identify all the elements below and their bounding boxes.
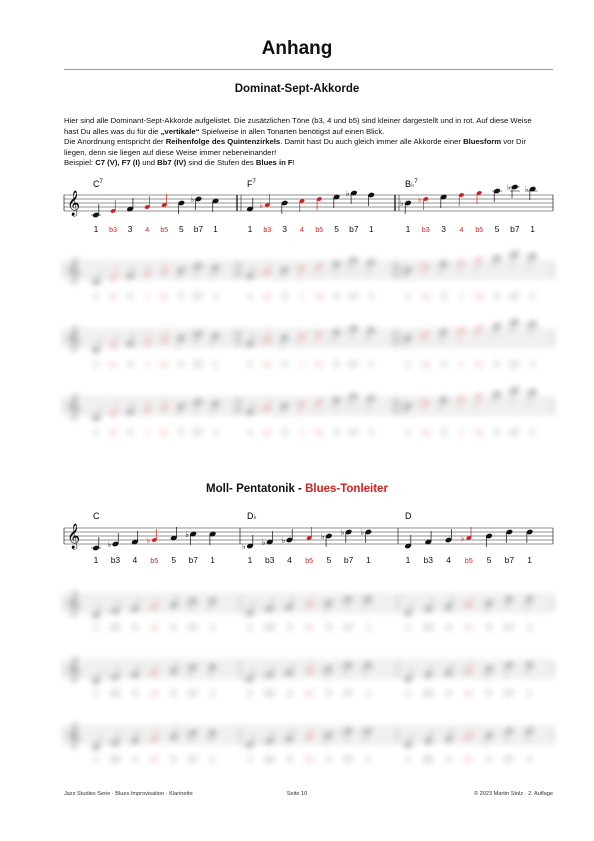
degree-label: b3: [110, 622, 121, 632]
accidental: ♭: [340, 595, 345, 604]
degree-label: 4: [459, 294, 464, 301]
scale-row: [64, 511, 553, 565]
degree-label: 5: [334, 359, 339, 369]
degree-label: 3: [282, 291, 288, 301]
accidental: ♭: [190, 330, 195, 339]
degree-label: 1: [247, 224, 253, 234]
degree-label: 4: [299, 362, 304, 369]
intro-run: Bluesform: [463, 137, 502, 147]
degree-label: b7: [349, 291, 359, 301]
accidental: ♭: [259, 268, 264, 277]
degree-label: b7: [510, 224, 520, 234]
degree-label: b3: [423, 555, 434, 565]
degree-label: b3: [421, 294, 430, 301]
degree-label: 1: [247, 427, 253, 437]
intro-run: Beispiel:: [64, 158, 96, 168]
accidental: ♭: [345, 256, 350, 265]
degree-label: b3: [421, 362, 430, 369]
treble-clef-icon: 𝄞: [67, 723, 81, 748]
degree-label: 1: [527, 754, 533, 764]
accidental: ♭: [360, 595, 365, 604]
degree-label: 4: [446, 622, 451, 632]
degree-label: 1: [530, 224, 536, 234]
degree-label: 5: [326, 555, 332, 565]
degree-label: 4: [145, 227, 150, 234]
degree-label: 1: [247, 688, 253, 698]
degree-label: 1: [405, 224, 411, 234]
treble-clef-icon: 𝄞: [67, 591, 81, 616]
degree-label: 5: [486, 622, 492, 632]
accidental: ♭: [242, 542, 246, 551]
degree-label: b5: [150, 757, 159, 764]
degree-label: b7: [349, 224, 359, 234]
accidental: ♭: [281, 735, 286, 744]
degree-label: 4: [446, 555, 451, 565]
treble-clef-icon: 𝄞: [67, 191, 81, 216]
accidental: ♭: [400, 334, 404, 343]
degree-label: b3: [264, 688, 275, 698]
accidental: ♭: [417, 398, 422, 407]
degree-label: b5: [475, 227, 484, 234]
intro-run: und: [140, 158, 158, 168]
accidental: ♭: [524, 320, 529, 329]
degree-label: b7: [193, 224, 204, 234]
degree-label: 1: [527, 688, 533, 698]
accidental: ♭: [345, 324, 350, 333]
accidental: ♭: [400, 266, 404, 275]
degree-label: 5: [171, 622, 177, 632]
degree-label: b7: [510, 291, 520, 301]
section-heading-red: Blues-Tonleiter: [305, 483, 388, 495]
treble-clef-icon: 𝄞: [67, 258, 81, 283]
accidental: ♭: [506, 183, 511, 192]
degree-label: b5: [464, 757, 473, 764]
accidental: ♭: [524, 185, 529, 194]
degree-label: 5: [326, 622, 332, 632]
chord-row-blurred: [64, 386, 553, 437]
accidental: ♭: [261, 605, 266, 614]
degree-label: 3: [441, 224, 446, 234]
degree-label: 1: [210, 754, 216, 764]
accidental: ♭: [345, 392, 350, 401]
degree-label: 1: [210, 622, 216, 632]
degree-label: b3: [423, 622, 434, 632]
accidental: ♭: [320, 599, 325, 608]
accidental: ♭: [146, 669, 151, 678]
degree-label: 1: [93, 427, 99, 437]
degree-label: 1: [365, 622, 371, 632]
accidental: ♭: [460, 667, 465, 676]
accidental: ♭: [417, 195, 422, 204]
degree-label: 1: [368, 224, 374, 234]
accidental: ♭: [417, 330, 422, 339]
degree-label: 4: [132, 754, 138, 764]
degree-label: b5: [315, 362, 324, 369]
degree-label: 1: [93, 359, 99, 369]
degree-label: 4: [459, 227, 464, 234]
degree-label: 4: [287, 622, 292, 632]
degree-label: 5: [334, 291, 339, 301]
degree-label: 5: [334, 427, 339, 437]
accidental: ♭: [185, 729, 190, 738]
degree-label: 1: [93, 688, 99, 698]
degree-label: 1: [530, 427, 536, 437]
accidental: ♭: [261, 671, 266, 680]
degree-label: b5: [464, 558, 473, 565]
degree-label: 1: [405, 688, 411, 698]
degree-label: b3: [423, 754, 434, 764]
degree-label: b3: [110, 555, 121, 565]
degree-label: b3: [264, 754, 275, 764]
degree-label: 1: [405, 754, 411, 764]
accidental: ♭: [242, 741, 246, 750]
accidental: ♭: [506, 386, 511, 395]
scale-row-blurred: [64, 722, 553, 764]
accidental: ♭: [107, 739, 112, 748]
degree-label: 1: [527, 622, 533, 632]
degree-label: 4: [145, 430, 150, 437]
degree-label: b7: [510, 359, 520, 369]
degree-label: b5: [315, 430, 324, 437]
degree-label: 4: [287, 555, 292, 565]
degree-label: 4: [287, 688, 292, 698]
treble-clef-icon: 𝄞: [67, 326, 81, 351]
accidental: ♭: [360, 727, 365, 736]
accidental: ♭: [146, 603, 151, 612]
degree-label: 1: [247, 754, 253, 764]
degree-label: 1: [210, 555, 216, 565]
degree-label: 4: [287, 754, 292, 764]
degree-label: 4: [446, 754, 451, 764]
accidental: ♭: [259, 404, 264, 413]
degree-label: 4: [459, 430, 464, 437]
chord-row-blurred: [64, 250, 553, 301]
degree-label: 4: [299, 294, 304, 301]
degree-label: b3: [110, 688, 121, 698]
accidental: ♭: [259, 201, 264, 210]
degree-label: b3: [264, 555, 275, 565]
degree-label: b7: [188, 622, 198, 632]
degree-label: b5: [315, 294, 324, 301]
degree-label: b3: [109, 362, 117, 369]
degree-label: b3: [109, 227, 117, 234]
degree-label: b5: [305, 558, 314, 565]
degree-label: 1: [210, 688, 216, 698]
degree-label: 1: [365, 688, 371, 698]
degree-label: b3: [110, 754, 121, 764]
scale-label: D♭: [247, 511, 257, 521]
degree-label: 1: [93, 224, 99, 234]
treble-clef-icon: 𝄞: [67, 524, 81, 549]
degree-label: b7: [504, 555, 515, 565]
degree-label: 4: [459, 362, 464, 369]
degree-label: 5: [486, 555, 492, 565]
degree-label: 3: [127, 427, 133, 437]
degree-label: 4: [145, 294, 150, 301]
degree-label: 3: [282, 427, 288, 437]
degree-label: 4: [132, 688, 138, 698]
degree-label: 3: [441, 427, 446, 437]
scale-label: D: [405, 511, 412, 521]
intro-run: Die Anordnung entspricht der: [64, 137, 166, 147]
accidental: ♭: [242, 609, 246, 618]
footer-left: Jazz Studies Serie · Blues Improvisation · Klarinette: [64, 791, 193, 797]
page-title: Anhang: [261, 38, 333, 59]
accidental: ♭: [524, 252, 529, 261]
accidental: ♭: [506, 318, 511, 327]
degree-label: 5: [334, 224, 339, 234]
degree-label: 1: [405, 427, 411, 437]
degree-label: b7: [193, 427, 204, 437]
degree-label: 1: [247, 555, 253, 565]
degree-label: b7: [188, 688, 198, 698]
degree-label: b3: [264, 622, 275, 632]
degree-label: b3: [263, 430, 272, 437]
degree-label: 1: [213, 359, 218, 369]
degree-label: b7: [349, 359, 359, 369]
treble-clef-icon: 𝄞: [67, 394, 81, 419]
accidental: ♭: [320, 532, 325, 541]
accidental: ♭: [340, 528, 345, 537]
section-heading-black: Moll- Pentatonik -: [206, 483, 306, 495]
degree-label: 5: [178, 291, 184, 301]
chord-label: $F^7$: [247, 179, 256, 189]
degree-label: b7: [510, 427, 520, 437]
degree-label: 1: [368, 427, 374, 437]
degree-label: b3: [109, 294, 117, 301]
degree-label: b5: [475, 294, 484, 301]
degree-label: b7: [504, 754, 515, 764]
accidental: ♭: [107, 540, 112, 549]
degree-label: b5: [150, 558, 159, 565]
chord-label: $C^7$: [93, 179, 103, 189]
accidental: ♭: [345, 189, 350, 198]
accidental: ♭: [185, 530, 190, 539]
degree-label: 1: [405, 555, 411, 565]
degree-label: 1: [247, 291, 253, 301]
degree-label: 1: [93, 291, 99, 301]
degree-label: b3: [423, 688, 434, 698]
footer-right: © 2023 Martin Stolz · 2. Auflage: [473, 791, 553, 797]
degree-label: 5: [171, 688, 177, 698]
degree-label: 4: [446, 688, 451, 698]
accidental: ♭: [400, 402, 404, 411]
accidental: ♭: [400, 199, 404, 208]
accidental: ♭: [320, 665, 325, 674]
degree-label: b3: [421, 227, 430, 234]
degree-label: 1: [365, 555, 371, 565]
accidental: ♭: [460, 601, 465, 610]
degree-label: 3: [282, 224, 288, 234]
degree-label: b7: [343, 688, 354, 698]
degree-label: b5: [305, 757, 314, 764]
degree-label: 5: [171, 555, 177, 565]
degree-label: 5: [178, 224, 184, 234]
degree-label: b7: [188, 555, 198, 565]
degree-label: 5: [494, 359, 500, 369]
degree-label: b3: [263, 227, 272, 234]
degree-label: b3: [421, 430, 430, 437]
accidental: ♭: [261, 737, 266, 746]
degree-label: b7: [343, 622, 354, 632]
degree-label: b5: [150, 691, 159, 698]
accidental: ♭: [360, 528, 365, 537]
intro-run: Spielweise in allen Tonarten benötigst auf einen Blick.: [199, 126, 385, 136]
accidental: ♭: [281, 603, 286, 612]
accidental: ♭: [506, 250, 511, 259]
accidental: ♭: [259, 336, 264, 345]
degree-label: b5: [150, 625, 159, 632]
accidental: ♭: [340, 661, 345, 670]
degree-label: 3: [441, 291, 446, 301]
accidental: ♭: [261, 538, 266, 547]
degree-label: 1: [365, 754, 371, 764]
accidental: ♭: [107, 607, 112, 616]
accidental: ♭: [417, 262, 422, 271]
accidental: ♭: [460, 733, 465, 742]
degree-label: b7: [193, 359, 204, 369]
degree-label: b7: [343, 754, 354, 764]
degree-label: 3: [127, 224, 133, 234]
chord-label: B♭$^7$: [405, 179, 418, 189]
degree-label: b5: [475, 430, 484, 437]
intro-run: C7 (V), F7 (I): [95, 158, 141, 168]
degree-label: 5: [178, 427, 184, 437]
degree-label: 1: [405, 291, 411, 301]
degree-label: 5: [326, 688, 332, 698]
intro-run: . Damit hast Du auch gleich immer alle Akkorde einer: [280, 137, 464, 147]
intro-run: Blues in F: [255, 158, 293, 168]
intro-run: Bb7 (IV): [157, 158, 187, 168]
degree-label: b7: [504, 688, 515, 698]
intro-run: Hier sind alle Dominant-Sept-Akkorde aufgelistet. Die zusätzlichen Töne (b3, 4 und b5) sind kleiner dargestellt und in rot. Auf diese Weise hast Du alles was du für die: [64, 116, 532, 136]
accidental: ♭: [340, 727, 345, 736]
degree-label: 1: [405, 622, 411, 632]
degree-label: 1: [93, 754, 99, 764]
accidental: ♭: [281, 669, 286, 678]
degree-label: b3: [109, 430, 117, 437]
accidental: ♭: [185, 597, 190, 606]
degree-label: b5: [305, 625, 314, 632]
degree-label: 4: [132, 622, 138, 632]
degree-label: 1: [213, 224, 218, 234]
degree-label: 1: [405, 359, 411, 369]
accidental: ♭: [146, 536, 151, 545]
degree-label: 5: [178, 359, 184, 369]
accidental: ♭: [524, 388, 529, 397]
degree-label: b3: [263, 362, 272, 369]
degree-label: 1: [368, 359, 374, 369]
degree-label: 5: [326, 754, 332, 764]
degree-label: 3: [441, 359, 446, 369]
accidental: ♭: [190, 262, 195, 271]
intro-run: sind die Stufen des: [186, 158, 256, 168]
accidental: ♭: [190, 195, 195, 204]
scale-row-blurred: [64, 656, 553, 698]
degree-label: b3: [263, 294, 272, 301]
degree-label: 5: [486, 754, 492, 764]
chord-row-blurred: [64, 318, 553, 369]
accidental: ♭: [185, 663, 190, 672]
degree-label: b7: [343, 555, 354, 565]
accidental: ♭: [107, 673, 112, 682]
footer-center: Seite 10: [286, 791, 308, 797]
intro-run: Reihenfolge des Quintenzirkels: [165, 137, 281, 147]
degree-label: b5: [464, 625, 473, 632]
degree-label: 5: [171, 754, 177, 764]
degree-label: 4: [145, 362, 150, 369]
degree-label: b5: [160, 430, 169, 437]
degree-label: b5: [475, 362, 484, 369]
degree-label: b7: [188, 754, 198, 764]
accidental: ♭: [146, 735, 151, 744]
degree-label: 3: [127, 359, 133, 369]
accidental: ♭: [320, 731, 325, 740]
degree-label: 5: [494, 291, 500, 301]
accidental: ♭: [190, 398, 195, 407]
accidental: ♭: [460, 534, 465, 543]
degree-label: 5: [494, 224, 500, 234]
degree-label: b5: [305, 691, 314, 698]
degree-label: b5: [160, 294, 169, 301]
treble-clef-icon: 𝄞: [67, 657, 81, 682]
degree-label: 4: [299, 227, 304, 234]
chord-row: [64, 179, 553, 234]
degree-label: 1: [213, 427, 218, 437]
degree-label: b5: [160, 227, 169, 234]
degree-label: 1: [93, 555, 99, 565]
section-heading-dominant: Dominat-Sept-Akkorde: [234, 83, 360, 95]
degree-label: 1: [530, 359, 536, 369]
intro-run: „vertikale“: [160, 126, 200, 136]
degree-label: 4: [299, 430, 304, 437]
scale-row-blurred: [64, 590, 553, 632]
degree-label: 5: [494, 427, 500, 437]
degree-label: b7: [349, 427, 359, 437]
degree-label: b5: [160, 362, 169, 369]
accidental: ♭: [360, 661, 365, 670]
degree-label: b7: [193, 291, 204, 301]
accidental: ♭: [242, 675, 246, 684]
degree-label: 1: [213, 291, 218, 301]
degree-label: 5: [486, 688, 492, 698]
degree-label: 1: [247, 359, 253, 369]
intro-run: !: [292, 158, 295, 168]
degree-label: b7: [504, 622, 515, 632]
degree-label: 1: [93, 622, 99, 632]
degree-label: b5: [315, 227, 324, 234]
degree-label: 1: [530, 291, 536, 301]
degree-label: 1: [368, 291, 374, 301]
degree-label: 4: [132, 555, 138, 565]
degree-label: b5: [464, 691, 473, 698]
intro-run: vor Dir liegen, denn sie liegen auf diese Weise immer nebeneinander!: [64, 137, 526, 157]
degree-label: 1: [247, 622, 253, 632]
accidental: ♭: [281, 536, 286, 545]
scale-label: C: [93, 511, 100, 521]
degree-label: 1: [527, 555, 533, 565]
degree-label: 3: [127, 291, 133, 301]
degree-label: 3: [282, 359, 288, 369]
